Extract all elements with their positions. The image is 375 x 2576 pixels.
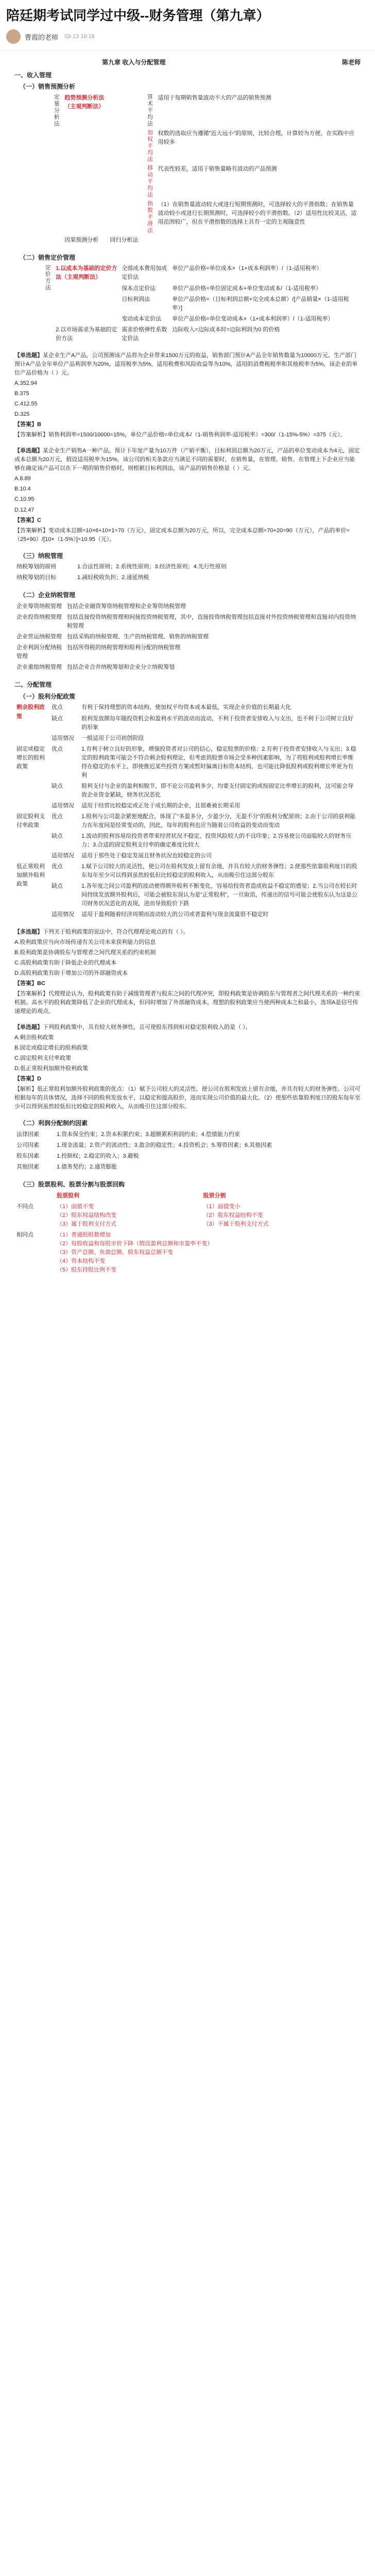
option[interactable]: D.12.47 [14, 506, 35, 513]
corp-key: 企业投资纳税管理 [16, 614, 62, 621]
method-formula: 单位产品价格=单位成本×（1+成本利润率）/（1-适用税率） [172, 265, 322, 272]
subsection-heading: （二）企业纳税管理 [20, 591, 76, 599]
answer: 【答案】BC [14, 980, 45, 987]
method-formula: 边际收入=边际成本时=边际利润为0 的价格 [172, 326, 280, 333]
method-formula: 单位产品价格=单位固定成本+单位变动成本/（1-适用税率） [172, 285, 321, 292]
policy-label: 固定股利支付率政策 [16, 814, 45, 829]
pricing-table [14, 263, 361, 344]
corp-val: 包括直接投资纳税管理和间接投资纳税管理，其中，直接投资纳税管理包括直接对外投资纳税管理和直接对内投资纳税管理 [67, 614, 356, 630]
corp-val: 包括企业合并纳税筹划和企业分立纳税筹划 [67, 664, 175, 671]
sales-forecast-table [14, 93, 361, 246]
policy-label: 低正常股利加额外股利政策 [16, 863, 45, 888]
policy-val: 适用于经营比较稳定或正处于成长期的企业，且很难被长期采用 [81, 802, 240, 809]
diff-item: （3）不属于股利支付方式 [203, 1221, 269, 1227]
analysis: 【答案解析】变动成本总额=10×6+10×1=70（万元），固定成本总额为20万元，所以，完全成本总额=70+20=90（万元），产品的单价=（25+90）/[10×（1-5%）]=10.95（元）。 [14, 527, 350, 543]
q-text: 某企业生产A产品，公司预测该产品将为企业带来1500万元的收益，销售部门预计A产品全年销售数量为10000万元。生产部门预计A产品全年单位产品利润率为20%，适用税率为5%，适用税费和风险收益等为10%，适用的消费税税率和其他税率为5%，该企业的单位产品价格为（ ）元。 [14, 352, 358, 376]
question-3 [14, 928, 361, 1016]
answer: 【答案】B [14, 421, 41, 428]
section-heading: 二、分配管理 [14, 681, 52, 689]
policy-key: 适用情况 [52, 853, 74, 859]
q-tag: 【单选题】 [14, 352, 43, 359]
method-desc: 代表性较差，适用于销售量略有波动的产品预测 [158, 165, 277, 172]
document-body [0, 50, 375, 1276]
policy-val: 1.波动的股利容易给投资者带来经营状况不稳定、投资风险较大的不良印象；2.容易使公司面临较大的财务压力；3.合适的固定股利支付率的确定难度比较大 [81, 833, 352, 849]
subsection-heading: （三）纳税管理 [20, 552, 63, 560]
policy-key: 缺点 [52, 833, 63, 840]
compare-table [14, 1191, 361, 1276]
factor-val: 1.债务契约；2.通货膨胀 [57, 1164, 117, 1171]
question-2 [14, 447, 361, 544]
option[interactable]: B.10.4 [14, 486, 31, 493]
question-4 [14, 1023, 361, 1111]
method-desc: 适用于每期销售量波动不大的产品的销售预测 [158, 94, 271, 101]
policy-key: 优点 [52, 863, 63, 870]
corp-val: 包括企业融资筹资纳税管理和企业筹资纳税管理 [67, 603, 186, 609]
corp-tax-table [14, 601, 361, 673]
policy-val: 1.股利与公司盈余紧密地配合，体现了"多盈多分，少盈少分，无盈不分"的股利分配原则；2.由于公司的获利能力在年度间是经常变动的，因此，每年的股利也应当随着公司收益的变动而变动 [81, 814, 356, 829]
option[interactable]: D.低正常股利加额外股利政策 [14, 1065, 88, 1072]
pricing-label: 1.以成本为基础的定价方法（主观判断法） [56, 265, 117, 281]
compare-head: 股票分割 [203, 1192, 226, 1199]
corp-val: 包括采购的纳税管理、生产的纳税管理、销售的纳税管理 [67, 634, 209, 640]
compare-label: 相同点 [16, 1231, 33, 1238]
method-desc: 权数的选取应当遵循"近大远小"的原则，比较合理，计算较为方便，在实践中应用较多 [158, 130, 355, 145]
policy-label: 剩余股利政策 [16, 704, 45, 720]
diff-item: （2）股东权益结构不变 [203, 1212, 263, 1218]
factor-val: 1.现金流量；2.资产的流动性；3.盈余的稳定性；4.投资机会；5.筹资因素；6.其他因素 [57, 1142, 272, 1148]
method-desc: （1）在销售量波动较大或进行短期预测时，可选择较大的平滑指数；在销售量波动较小或进行长期预测时，可选择较小的平滑指数。（2）适用性比较灵活，适用范围较广，但在平滑指数的选择上具有一定的主观随意性 [158, 201, 357, 225]
policy-table [14, 702, 361, 920]
cause-label: 因果预测分析 [64, 236, 99, 243]
demand-label: 2.以市场需求为基础的定价方法 [56, 326, 117, 342]
corp-val: 包括所得税的纳税管理和股利分配的纳税管理 [67, 645, 180, 651]
policy-val: 股利支付与企业的盈利相脱节，即不论公司盈利多少，均要支付固定的或按固定比率增长的股利，这可能会导致企业资金紧缺，财务状况恶化 [81, 783, 353, 798]
tax-value: 1.减轻税收负担；2.递延纳税 [77, 574, 149, 581]
q-text: 某企业生产销售A一种产品，预计下年度产量为10万件（产销平衡），目标利润总额为20万元，产品的单位变动成本为4元，固定成本总额为20万元，假设适用税率为15%，该公司的相关条款应当满足不同的需要时，在销售量，在管理、销售、在管理上下企业应当能够在确定该产品可以在下一期的销售价格时，则根据目标利润法，该产品的销售价格是（ ）元。 [14, 448, 360, 472]
diff-item: （2）股东权益结构改变 [57, 1212, 117, 1218]
q-text: 下列股利政策中，具有较大财务弹性，且可使股东得到相对稳定股利收入的是（ ）。 [43, 1024, 251, 1030]
policy-val: 1.各年度之间公司盈利的波动使得额外股利不断变化，容易给投资者造成收益不稳定的感觉；2.当公司在较长时间持续发放额外股利后，可能会被股东误认为是"正常股利"，一旦取消，传递出的信号可能会使股东认为这是公司财务状况恶化的表现，进而导致股价下跌 [81, 883, 357, 907]
option[interactable]: D.325 [14, 411, 30, 418]
analysis: 【答案解析】销售利润率=1500/10000=15%，单位产品价格=单位成本/（1-销售利润率-适用税率）=300/（1-15%-5%）=375（元）。 [14, 432, 346, 438]
policy-key: 优点 [52, 814, 63, 820]
option[interactable]: C.高股利政策有助于降低企业的代理成本 [14, 959, 116, 966]
analysis: 【解析】低正常股利加额外股利政策的优点：（1）赋予公司较大的灵活性，使公司在股利发放上留有余地，并具有较大的财务弹性。公司可根据每年的具体情况，选择不同的股利发放水平，以稳定和提高股价，进而实现公司价值的最大化。（2）使那些依靠股利度日的股东每年至少可以得到虽然较低但比较稳定的股利收入，从而吸引住这部分股东。 [14, 1086, 361, 1110]
policy-key: 适用情况 [52, 911, 74, 918]
corp-key: 企业重组纳税管理 [16, 664, 62, 671]
tax-label: 纳税筹划的原则 [16, 564, 56, 570]
diff-item: （3）属于股利支付方式 [57, 1221, 117, 1227]
subsection-heading: （二）利润分配制约因素 [20, 1120, 88, 1127]
policy-val: 适用于那些处于稳定发展且财务状况也较稳定的公司 [81, 853, 212, 859]
option[interactable]: B.股利政策是协调股东与管理者之间代理关系的约束机制 [14, 949, 156, 956]
factor-key: 其他因素 [16, 1164, 39, 1171]
subsection-heading: （三）股票股利、股票分割与股票回购 [20, 1181, 125, 1189]
policy-key: 优点 [52, 745, 63, 752]
option[interactable]: C.固定股利支付率政策 [14, 1055, 71, 1062]
option[interactable]: B.固定或稳定增长的股利政策 [14, 1045, 88, 1052]
method-formula: 单位产品价格=（目标利润总额+完全成本总额）/[产品销量×（1-适用税率）] [172, 296, 349, 311]
q-tag: 【单选题】 [14, 448, 43, 454]
factor-key: 法律因素 [16, 1131, 39, 1138]
diff-item: （1）面值变小 [203, 1203, 241, 1210]
tax-value: 1.合法性原则；2.系统性原则；3.经济性原则；4.先行性原则 [77, 564, 227, 570]
option[interactable]: A.352.94 [14, 380, 38, 386]
teacher-name: 陈老师 [342, 59, 361, 66]
factors-table [14, 1129, 361, 1173]
diff-item: （1）面值不变 [57, 1203, 94, 1210]
option[interactable]: B.375 [14, 390, 29, 397]
method-name: 保本点定价法 [122, 285, 156, 292]
factor-key: 公司因素 [16, 1142, 39, 1148]
method-formula: 单位产品价格=单位变动成本×（1+成本利润率）/（1-适用税率） [172, 315, 334, 322]
option[interactable]: C.10.95 [14, 496, 35, 503]
factor-val: 1.资本保全约束；2.资本积累约束；3.超额累积利润约束；4.偿债能力约束 [57, 1131, 240, 1138]
same-item: （5）股东持股比例不变 [57, 1267, 117, 1274]
analysis: 【答案解析】代理理论认为，股利政策有助于减缓管理者与股东之间的代理冲突，即股利政策是协调股东与管理者之间代理关系的一种约束机制。高水平的股利政策降低了企业的代理成本，但同时增加了外部融资成本，理想的股利政策应当使两种成本之和最小，选项A是信号传递理论的观点。 [14, 990, 360, 1014]
chapter-title: 第九章 收入与分配管理 [102, 59, 166, 66]
cause-desc: 回归分析法 [110, 236, 139, 243]
method-vert: 加权平均法 [146, 129, 153, 163]
policy-val: 1.赋予公司较大的灵活性，使公司在股利发放上留有余地，并具有较大的财务弹性；2.使那些依靠股利度日的股东每年至少可以得到虽然较低但比较稳定的股利收入，从而吸引住这部分股东 [81, 863, 357, 879]
policy-key: 缺点 [52, 783, 63, 789]
corp-key: 企业营运纳税管理 [16, 634, 62, 640]
same-item: （3）资产总额、负债总额、股东权益总额不变 [57, 1249, 174, 1256]
method-vert: 算术平均法 [146, 93, 153, 127]
subsection-heading: （一）股利分配政策 [20, 692, 76, 700]
post-time: 03-13 18:18 [64, 33, 95, 40]
same-item: （2）每股收益和每股市价下降（假设盈利总额和市盈率不变） [57, 1240, 213, 1247]
policy-val: 股利发放额每年随投资机会和盈利水平的波动而波动，不利于投资者安排收入与支出，也不利于公司树立良好的形象 [81, 715, 353, 731]
answer: 【答案】C [14, 517, 41, 523]
tax-label: 纳税筹划的目标 [16, 574, 56, 581]
factor-key: 股东因素 [16, 1153, 39, 1160]
policy-label: 固定或稳定增长的股利政策 [16, 745, 45, 770]
method-vert: 移动平均法 [146, 164, 153, 198]
policy-key: 适用情况 [52, 802, 74, 809]
pricing-label2: 定价方法 [44, 264, 51, 292]
doc-header [102, 58, 361, 67]
same-item: （1）普通股股数增加 [57, 1231, 111, 1238]
option[interactable]: A.股利政策应当向市场传递有关公司未来获利能力的信息 [14, 939, 156, 945]
option[interactable]: A.8.89 [14, 476, 31, 482]
factor-val: 1.控制权；2.稳定的收入；3.避税 [57, 1153, 139, 1160]
quant-label: 定量分析法 [53, 93, 60, 127]
compare-head: 股票股利 [57, 1192, 79, 1199]
policy-key: 缺点 [52, 883, 63, 890]
q-tag: 【多选题】 [14, 928, 43, 935]
article-title: 陪廷期考试同学过中级--财务管理（第九章） [6, 8, 270, 23]
compare-label: 不同点 [16, 1203, 33, 1210]
option[interactable]: A.剩余股利政策 [14, 1034, 54, 1041]
corp-key: 企业利润分配纳税管理 [16, 645, 62, 660]
policy-key: 适用情况 [52, 735, 74, 741]
tax-table [14, 562, 361, 583]
same-item: （4）资本结构不变 [57, 1258, 106, 1265]
corp-key: 企业筹资纳税管理 [16, 603, 62, 609]
option[interactable]: C.412.55 [14, 401, 38, 408]
policy-val: 有利于保持理想的资本结构，使加权平均资本成本最低，实现企业价值的长期最大化 [81, 704, 291, 711]
author-avatar[interactable] [6, 29, 21, 44]
q-tag: 【单选题】 [14, 1024, 43, 1030]
question-1 [14, 351, 361, 439]
policy-val: 一般适用于公司初创阶段 [81, 735, 144, 741]
author-name[interactable]: 曹霞的老师 [25, 33, 59, 41]
policy-val: 适用于盈利随着经济周期而波动较大的公司或者盈利与现金流量很不稳定时 [81, 911, 268, 918]
method-name: 需求价格弹性系数定价法 [122, 326, 167, 342]
method-name: 全部成本费用加成定价法 [122, 265, 167, 281]
policy-val: 1.有利于树立良好的形象，增强投资者对公司的信心，稳定股票的价格；2.有利于投资者安排收入与支出；3.稳定的股利政策可能会不符合剩余股利理论，但考虑到股票市场会受多种因素影响，为了将股利或股利增长率维持在稳定的水平上，即使推迟某些投资方案或暂时偏离目标资本结构，也可能比降低股利或股利增长率更为有利 [81, 745, 356, 778]
author-row [0, 28, 375, 50]
method-vert: 指数平滑法 [146, 200, 153, 234]
method-name: 变动成本定价法 [122, 315, 162, 322]
answer: 【答案】D [14, 1076, 41, 1082]
q-text: 下列关于股利政策的说法中，符合代理理论观点的有（ ）。 [43, 928, 189, 935]
section-heading: 一、收入管理 [14, 71, 52, 79]
subsection-heading: （二）销售定价管理 [20, 253, 76, 261]
subsection-heading: （一）销售预测分析 [20, 83, 76, 91]
trend-label: 趋势预测分析法（主观判断法） [64, 94, 105, 110]
method-name: 目标利润法 [122, 296, 150, 302]
option[interactable]: D.高股利政策有助于增加公司的外部融资成本 [14, 970, 128, 976]
policy-key: 优点 [52, 704, 63, 711]
policy-key: 缺点 [52, 715, 63, 722]
